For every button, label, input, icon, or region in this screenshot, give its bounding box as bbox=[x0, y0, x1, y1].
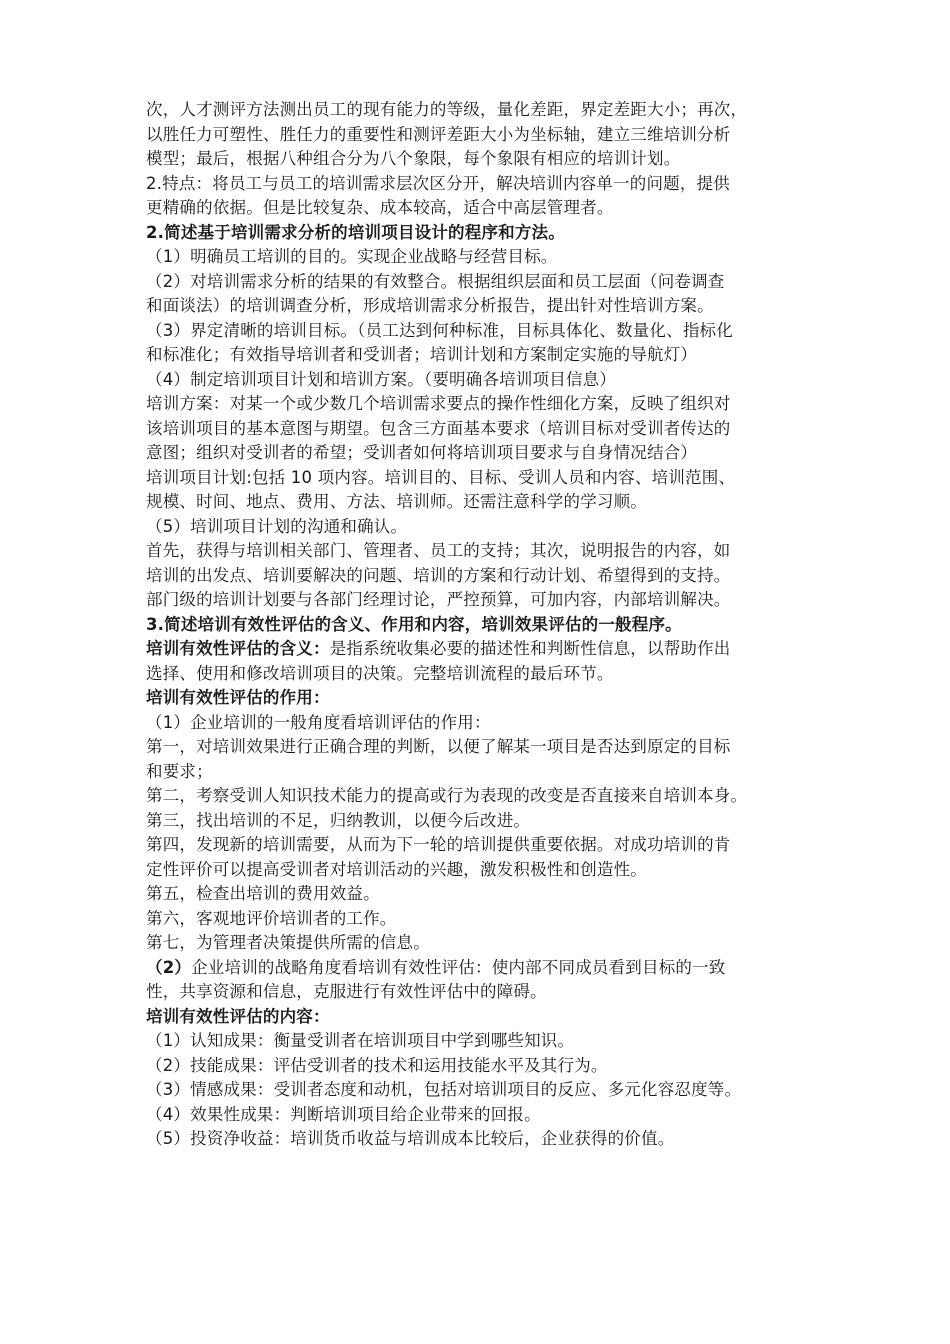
text-line bbox=[146, 956, 826, 981]
section-heading: 2.简述基于培训需求分析的培训项目设计的程序和方法。 bbox=[146, 222, 565, 242]
text-line: （1）明确员工培训的目的。实现企业战略与经营目标。 bbox=[146, 247, 558, 266]
text-line: 定性评价可以提高受训者对培训活动的兴趣，激发积极性和创造性。 bbox=[146, 859, 647, 879]
text-line: 以胜任力可塑性、胜任力的重要性和测评差距大小为坐标轴，建立三维培训分析 bbox=[146, 124, 731, 144]
text-line: （3）界定清晰的培训目标。（员工达到何种标准，目标具体化、数量化、指标化 bbox=[146, 320, 733, 340]
text-line: 第三，找出培训的不足，归纳教训，以便今后改进。 bbox=[146, 810, 531, 830]
text-line: （5）培训项目计划的沟通和确认。 bbox=[146, 516, 408, 536]
text-line: 第一，对培训效果进行正确合理的判断，以便了解某一项目是否达到原定的目标 bbox=[146, 737, 731, 756]
text-line: （3）情感成果：受训者态度和动机，包括对培训项目的反应、多元化容忍度等。 bbox=[146, 1080, 742, 1099]
inline-bold-label: 培训有效性评估的含义： bbox=[146, 639, 330, 658]
document-body bbox=[146, 98, 826, 1152]
text-line: （2）技能成果：评估受训者的技术和运用技能水平及其行为。 bbox=[146, 1055, 608, 1075]
inline-text: 企业培训的战略角度看培训有效性评估：使内部不同成员看到目标的一致 bbox=[191, 957, 726, 977]
text-line: （1）企业培训的一般角度看培训评估的作用： bbox=[146, 712, 491, 732]
text-line: 第二，考察受训人知识技术能力的提高或行为表现的改变是否直接来自培训本身。 bbox=[146, 786, 748, 805]
text-line: 模型；最后，根据八种组合分为八个象限，每个象限有相应的培训计划。 bbox=[146, 149, 681, 168]
text-line: 性，共享资源和信息，克服进行有效性评估中的障碍。 bbox=[146, 982, 547, 1001]
text-line: 和标准化；有效指导培训者和受训者；培训计划和方案制定实施的导航灯） bbox=[146, 345, 698, 364]
text-line: （2）对培训需求分析的结果的有效整合。根据组织层面和员工层面（问卷调查 bbox=[146, 271, 725, 291]
inline-text: 是指系统收集必要的描述性和判断性信息，以帮助作出 bbox=[329, 639, 731, 658]
text-line: 更精确的依据。但是比较复杂、成本较高，适合中高层管理者。 bbox=[146, 198, 614, 217]
text-line: （4）制定培训项目计划和培训方案。（要明确各培训项目信息） bbox=[146, 369, 617, 389]
section-heading: 3.简述培训有效性评估的含义、作用和内容，培训效果评估的一般程序。 bbox=[146, 614, 682, 634]
text-line: 培训方案：对某一个或少数几个培训需求要点的操作性细化方案，反映了组织对 bbox=[146, 394, 731, 413]
text-line: 培训的出发点、培训要解决的问题、培训的方案和行动计划、希望得到的支持。 bbox=[146, 565, 731, 585]
text-line: （5）投资净收益：培训货币收益与培训成本比较后，企业获得的价值。 bbox=[146, 1129, 675, 1148]
text-line: 第六，客观地评价培训者的工作。 bbox=[146, 908, 397, 928]
text-line: 培训项目计划:包括 10 项内容。培训目的、目标、受训人员和内容、培训范围、 bbox=[146, 467, 736, 487]
text-line: 2.特点：将员工与员工的培训需求层次区分开，解决培训内容单一的问题，提供 bbox=[146, 173, 730, 193]
text-line: 和面谈法）的培训调查分析，形成培训需求分析报告，提出针对性培训方案。 bbox=[146, 296, 714, 315]
text-line: 次，人才测评方法测出员工的现有能力的等级，量化差距，界定差距大小；再次， bbox=[146, 100, 748, 119]
text-line: 部门级的培训计划要与各部门经理讨论，严控预算，可加内容，内部培训解决。 bbox=[146, 590, 731, 609]
text-line: 第四，发现新的培训需要，从而为下一轮的培训提供重要依据。对成功培训的肯 bbox=[146, 835, 731, 854]
text-line: 第七，为管理者决策提供所需的信息。 bbox=[146, 933, 430, 952]
text-line: 首先，获得与培训相关部门、管理者、员工的支持；其次，说明报告的内容，如 bbox=[146, 541, 731, 560]
text-line: （4）效果性成果：判断培训项目给企业带来的回报。 bbox=[146, 1104, 541, 1124]
text-line: 和要求； bbox=[146, 761, 213, 781]
text-line: （1）认知成果：衡量受训者在培训项目中学到哪些知识。 bbox=[146, 1031, 575, 1050]
text-line: 该培训项目的基本意图与期望。包含三方面基本要求（培训目标对受训者传达的 bbox=[146, 418, 731, 438]
text-line: 意图；组织对受训者的希望；受训者如何将培训项目要求与自身情况结合） bbox=[146, 443, 698, 462]
text-line bbox=[146, 637, 826, 662]
subsection-heading: 培训有效性评估的内容： bbox=[146, 1006, 330, 1026]
text-line: 规模、时间、地点、费用、方法、培训师。还需注意科学的学习顺。 bbox=[146, 492, 647, 511]
subsection-heading: 培训有效性评估的作用： bbox=[146, 688, 330, 707]
inline-bold-label: （2） bbox=[146, 957, 192, 977]
text-line: 选择、使用和修改培训项目的决策。完整培训流程的最后环节。 bbox=[146, 663, 614, 683]
text-line: 第五，检查出培训的费用效益。 bbox=[146, 884, 380, 903]
